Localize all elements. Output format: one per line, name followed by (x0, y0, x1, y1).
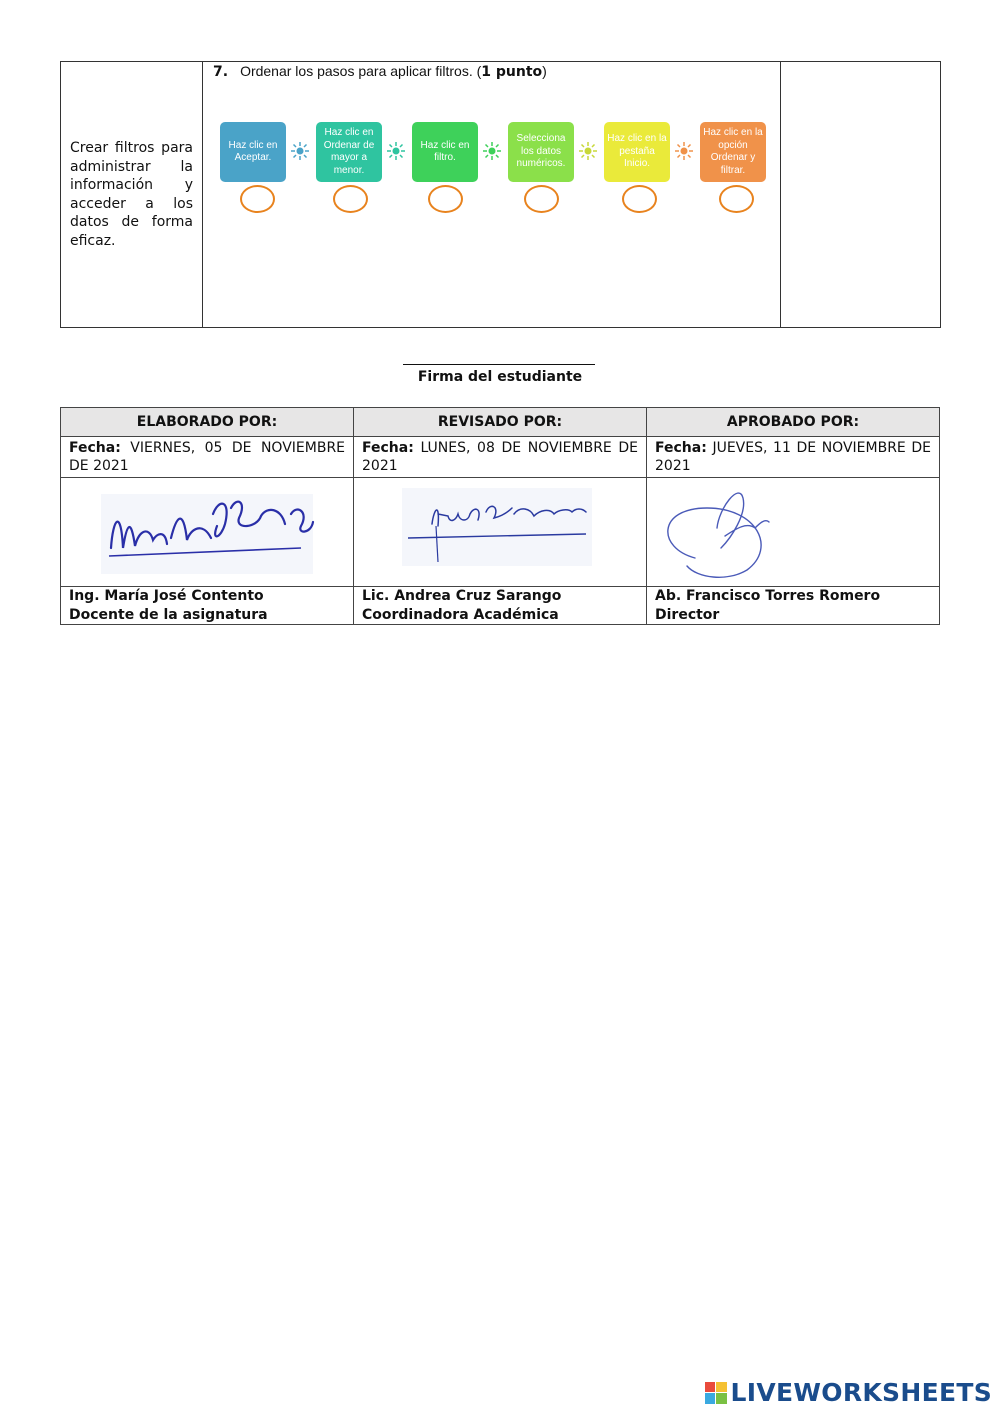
date-value: VIERNES, 05 DE NOVIEMBRE DE 2021 (69, 440, 346, 474)
signer-role: Director (655, 606, 720, 623)
exercise-table (60, 61, 941, 328)
objective-text: Crear filtros para administrar la información y acceder a los datos de forma eficaz. (70, 140, 193, 249)
score-cell (781, 62, 940, 327)
step-box (316, 122, 382, 182)
order-answer-input[interactable] (524, 185, 559, 213)
step-label: Haz clic en filtro. (420, 139, 470, 163)
step-label: Haz clic en la pestaña Inicio. (607, 133, 667, 170)
sun-icon (387, 142, 405, 160)
order-answer-input[interactable] (719, 185, 754, 213)
question-number: 7. (213, 64, 229, 80)
question-heading (213, 63, 547, 80)
signer-name: Ab. Francisco Torres Romero (655, 588, 881, 604)
date-value: JUEVES, 11 DE NOVIEMBRE DE 2021 (655, 440, 932, 474)
liveworksheets-logo (705, 1378, 992, 1407)
order-answer-input[interactable] (622, 185, 657, 213)
signer-cell (647, 587, 940, 625)
signer-name: Lic. Andrea Cruz Sarango (362, 588, 562, 604)
approvals-table (60, 407, 940, 625)
signer-name: Ing. María José Contento (69, 588, 264, 604)
sun-icon (483, 142, 501, 160)
signature-cell (61, 478, 354, 587)
signer-cell (61, 587, 354, 625)
order-answer-input[interactable] (240, 185, 275, 213)
date-cell (61, 437, 354, 478)
signature-label: Firma del estudiante (417, 369, 583, 385)
step-label: Haz clic en Ordenar de mayor a menor. (323, 127, 375, 176)
header-aprobado: APROBADO POR: (647, 408, 940, 437)
date-label: Fecha: (362, 440, 414, 456)
signer-role: Docente de la asignatura (69, 606, 268, 623)
question-cell (203, 62, 781, 327)
step-label: Haz clic en Aceptar. (228, 139, 278, 163)
signer-cell (354, 587, 647, 625)
sun-icon (579, 142, 597, 160)
date-cell (647, 437, 940, 478)
signature-image (354, 478, 646, 582)
step-box (412, 122, 478, 182)
question-close: ) (542, 63, 547, 79)
question-text: Ordenar los pasos para aplicar filtros. ( (240, 63, 482, 79)
date-label: Fecha: (69, 440, 121, 456)
sun-icon (675, 142, 693, 160)
signer-role: Coordinadora Académica (362, 606, 559, 623)
step-label: Haz clic en la opción Ordenar y filtrar. (703, 127, 763, 176)
order-answer-input[interactable] (333, 185, 368, 213)
signature-cell (647, 478, 940, 587)
logo-icon (705, 1382, 727, 1404)
date-label: Fecha: (655, 440, 707, 456)
objective-cell (61, 62, 203, 327)
header-elaborado: ELABORADO POR: (61, 408, 354, 437)
step-box (604, 122, 670, 182)
signature-line (403, 364, 595, 365)
signature-image (647, 478, 939, 582)
signature-cell (354, 478, 647, 587)
signature-image (61, 478, 353, 582)
order-answer-input[interactable] (428, 185, 463, 213)
step-box (220, 122, 286, 182)
date-value: LUNES, 08 DE NOVIEMBRE DE 2021 (362, 440, 639, 474)
header-revisado: REVISADO POR: (354, 408, 647, 437)
step-label: Selecciona los datos numéricos. (516, 133, 566, 170)
question-points: 1 punto (481, 64, 543, 80)
step-box (508, 122, 574, 182)
step-box (700, 122, 766, 182)
sun-icon (291, 142, 309, 160)
brand-text: LIVEWORKSHEETS (730, 1378, 992, 1407)
date-cell (354, 437, 647, 478)
